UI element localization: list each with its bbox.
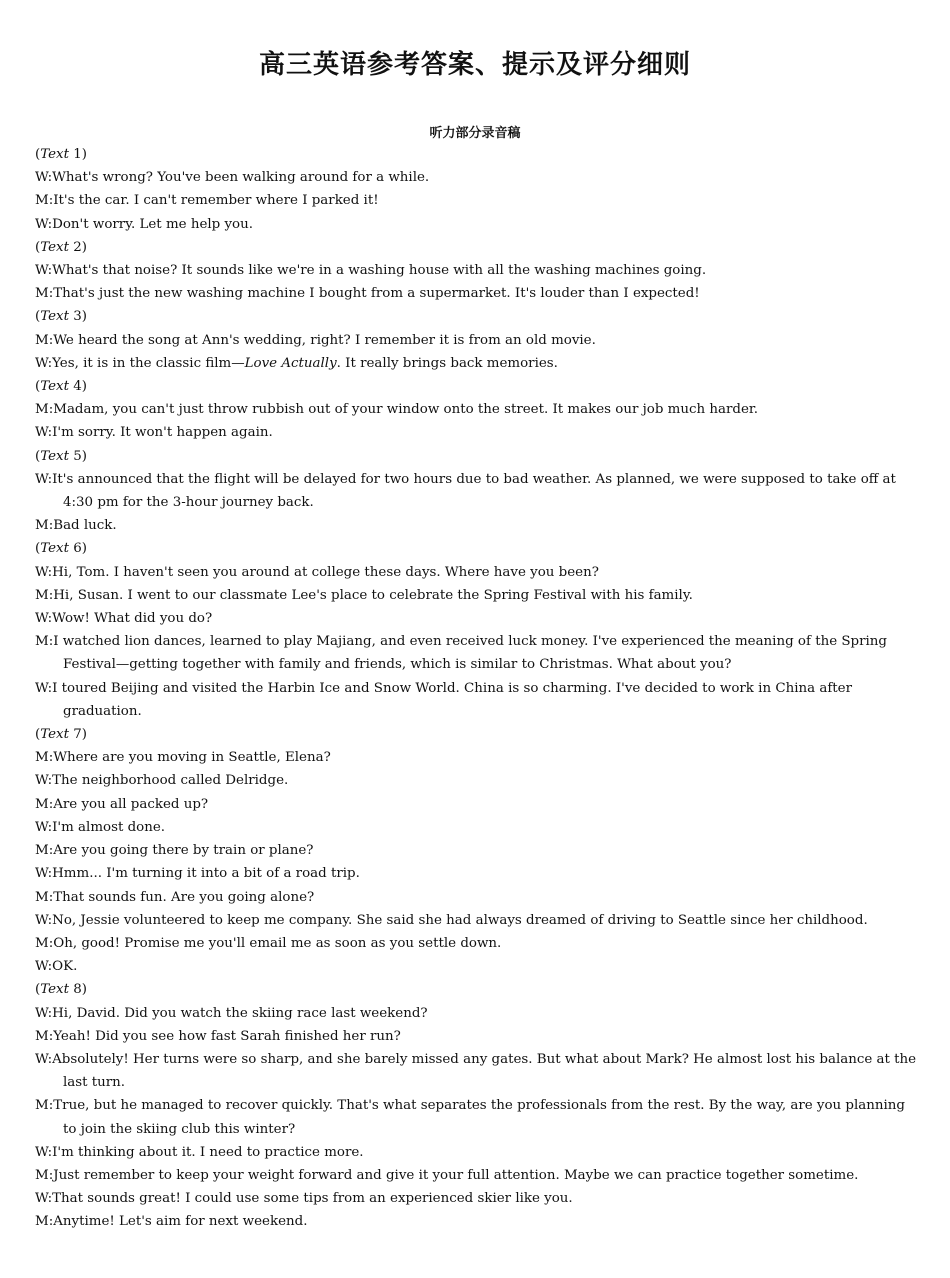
speaker-label: W <box>35 912 48 928</box>
text-label-number: 1 <box>68 147 82 162</box>
line-text: Madam, you can't just throw rubbish out of your window onto the street. It makes our job much harder. <box>53 402 759 418</box>
line-text: No, Jessie volunteered to keep me company. She said she had always dreamed of driving to Seattle since her childhood. <box>52 912 868 928</box>
line-text: Hi, Tom. I haven't seen you around at college these days. Where have you been? <box>52 564 599 580</box>
text-label-number: 5 <box>68 448 82 464</box>
speaker-label: W <box>35 1191 48 1207</box>
speaker-label: M <box>35 286 49 302</box>
dialogue-line: M:I watched lion dances, learned to play Majiang, and even received luck money. I've experienced the meaning of the Spring Festival—getting together with family and friends, which is similar to Christmas. What about you? <box>35 634 888 673</box>
text-label-number: 2 <box>68 239 82 255</box>
speaker-label: W <box>35 1144 48 1160</box>
line-text: Are you going there by train or plane? <box>53 843 314 859</box>
text-label-word: Text <box>40 379 69 395</box>
speaker-label: M <box>35 889 49 905</box>
line-text: Hi, Susan. I went to our classmate Lee's place to celebrate the Spring Festival with his family. <box>53 587 693 603</box>
dialogue-line: M:Where are you moving in Seattle, Elena? <box>35 750 331 766</box>
dialogue-line: W:Yes, it is in the classic film—Love Actually. It really brings back memories. <box>35 355 558 371</box>
dialogue-line: W:Don't worry. Let me help you. <box>35 216 253 232</box>
line-text: Anytime! Let's aim for next weekend. <box>53 1214 308 1230</box>
speaker-label: W <box>35 611 48 627</box>
dialogue-line: M:Are you going there by train or plane? <box>35 843 314 859</box>
text-label-word: Text <box>40 982 69 998</box>
line-text: What's that noise? It sounds like we're in a washing house with all the washing machines going. <box>52 263 707 279</box>
line-text: I'm sorry. It won't happen again. <box>52 425 273 441</box>
line-text: Hmm... I'm turning it into a bit of a road trip. <box>52 866 360 882</box>
speaker-label: W <box>35 425 48 441</box>
speaker-label: W <box>35 1051 48 1067</box>
text-section-label: (Text 8) <box>35 982 87 998</box>
text-label-word: Text <box>40 541 69 557</box>
dialogue-line: W:I toured Beijing and visited the Harbin Ice and Snow World. China is so charming. I've decided to work in China after graduation. <box>35 680 853 719</box>
movie-title: Love Actually <box>244 355 337 371</box>
speaker-label: W <box>35 866 48 882</box>
line-text: It's announced that the flight will be delayed for two hours due to bad weather. As planned, we were supposed to take off at 4:30 pm for the 3-hour journey back. <box>52 471 896 511</box>
dialogue-line: W:The neighborhood called Delridge. <box>35 773 289 789</box>
line-text: Don't worry. Let me help you. <box>52 216 253 232</box>
line-text: Are you all packed up? <box>53 796 209 812</box>
dialogue-line: M:Madam, you can't just throw rubbish out of your window onto the street. It makes our job much harder. <box>35 402 759 418</box>
dialogue-line: W:No, Jessie volunteered to keep me company. She said she had always dreamed of driving to Seattle since her childhood. <box>35 912 868 928</box>
text-section-label: (Text 4) <box>35 379 87 395</box>
line-text: . It really brings back memories. <box>336 355 558 371</box>
speaker-label: W <box>35 355 48 371</box>
line-text: We heard the song at Ann's wedding, right? I remember it is from an old movie. <box>53 332 596 348</box>
line-text: Bad luck. <box>53 518 117 534</box>
dialogue-line: W:I'm almost done. <box>35 819 166 835</box>
line-text: Absolutely! Her turns were so sharp, and she barely missed any gates. But what about Mark? He almost lost his balance at the last turn. <box>52 1051 917 1091</box>
speaker-label: M <box>35 796 49 812</box>
speaker-label: W <box>35 263 48 279</box>
speaker-label: W <box>35 959 48 975</box>
speaker-label: M <box>35 750 49 766</box>
dialogue-line: M:It's the car. I can't remember where I parked it! <box>35 193 379 209</box>
line-text: It's the car. I can't remember where I parked it! <box>53 193 379 209</box>
dialogue-line: M:Oh, good! Promise me you'll email me as soon as you settle down. <box>35 935 502 951</box>
text-label-word: Text <box>40 147 69 162</box>
line-text: I'm thinking about it. I need to practice more. <box>52 1144 364 1160</box>
page-title: 高三英语参考答案、提示及评分细则 <box>258 50 691 80</box>
text-label-number: 6 <box>68 541 82 557</box>
section-title: 听力部分录音稿 <box>429 126 521 141</box>
line-text: The neighborhood called Delridge. <box>52 773 289 789</box>
speaker-label: W <box>35 564 48 580</box>
dialogue-line: M:That sounds fun. Are you going alone? <box>35 889 315 905</box>
dialogue-line: W:It's announced that the flight will be delayed for two hours due to bad weather. As planned, we were supposed to take off at 4:30 pm for the 3-hour journey back. <box>35 471 896 511</box>
speaker-label: M <box>35 193 49 209</box>
line-text: Yes, it is in the classic film— <box>52 355 245 371</box>
speaker-label: W <box>35 773 48 789</box>
text-label-word: Text <box>40 727 69 743</box>
dialogue-line: W:What's wrong? You've been walking around for a while. <box>35 170 430 186</box>
speaker-label: M <box>35 587 49 603</box>
speaker-label: M <box>35 843 49 859</box>
speaker-label: W <box>35 1005 48 1021</box>
line-text: That's just the new washing machine I bought from a supermarket. It's louder than I expected! <box>53 286 700 302</box>
speaker-label: W <box>35 819 48 835</box>
dialogue-line: W:I'm thinking about it. I need to practice more. <box>35 1144 364 1160</box>
line-text: OK. <box>52 959 78 975</box>
line-text: That sounds fun. Are you going alone? <box>53 889 315 905</box>
line-text: What's wrong? You've been walking around for a while. <box>52 170 430 186</box>
speaker-label: M <box>35 402 49 418</box>
text-section-label: (Text 6) <box>35 541 87 557</box>
speaker-label: M <box>35 1098 49 1114</box>
speaker-label: M <box>35 935 49 951</box>
text-label-number: 3 <box>68 309 82 325</box>
speaker-label: M <box>35 1167 49 1183</box>
text-section-label: (Text 7) <box>35 727 87 743</box>
line-text: That sounds great! I could use some tips from an experienced skier like you. <box>52 1191 573 1207</box>
text-label-number: 8 <box>68 982 82 998</box>
speaker-label: W <box>35 170 48 186</box>
speaker-label: M <box>35 332 49 348</box>
dialogue-line: M:That's just the new washing machine I bought from a supermarket. It's louder than I expected! <box>35 286 700 302</box>
text-label-word: Text <box>40 448 69 464</box>
text-label-word: Text <box>40 309 69 325</box>
line-text: I watched lion dances, learned to play Majiang, and even received luck money. I've experienced the meaning of the Spring Festival—getting together with family and friends, which is similar to Christmas. What about you? <box>53 634 888 673</box>
speaker-label: W <box>35 471 48 487</box>
dialogue-line: W:Absolutely! Her turns were so sharp, and she barely missed any gates. But what about Mark? He almost lost his balance at the last turn. <box>35 1051 917 1091</box>
speaker-label: W <box>35 680 48 696</box>
text-section-label: (Text 2) <box>35 239 87 255</box>
dialogue-line: M:Just remember to keep your weight forward and give it your full attention. Maybe we can practice together sometime. <box>35 1167 859 1183</box>
dialogue-line: W:Hi, David. Did you watch the skiing race last weekend? <box>35 1005 428 1021</box>
dialogue-line: M:Bad luck. <box>35 518 117 534</box>
line-text: Oh, good! Promise me you'll email me as soon as you settle down. <box>53 935 502 951</box>
text-section-label: (Text 3) <box>35 309 87 325</box>
dialogue-line: W:What's that noise? It sounds like we're in a washing house with all the washing machines going. <box>35 263 707 279</box>
line-text: Wow! What did you do? <box>52 611 213 627</box>
text-section-label: (Text 5) <box>35 448 87 464</box>
dialogue-line: M:We heard the song at Ann's wedding, right? I remember it is from an old movie. <box>35 332 596 348</box>
line-text: True, but he managed to recover quickly. That's what separates the professionals from the rest. By the way, are you planning to join the skiing club this winter? <box>53 1098 905 1137</box>
dialogue-line: M:Anytime! Let's aim for next weekend. <box>35 1214 308 1230</box>
line-text: Just remember to keep your weight forward and give it your full attention. Maybe we can practice together sometime. <box>53 1167 859 1183</box>
speaker-label: M <box>35 1028 49 1044</box>
dialogue-line: M:True, but he managed to recover quickly. That's what separates the professionals from the rest. By the way, are you planning to join the skiing club this winter? <box>35 1098 905 1137</box>
dialogue-line: W:I'm sorry. It won't happen again. <box>35 425 273 441</box>
text-section-label: (Text 1) <box>35 147 87 162</box>
line-text: I toured Beijing and visited the Harbin Ice and Snow World. China is so charming. I've decided to work in China after graduation. <box>52 680 853 719</box>
text-label-word: Text <box>40 239 69 255</box>
speaker-label: W <box>35 216 48 232</box>
speaker-label: M <box>35 1214 49 1230</box>
speaker-label: M <box>35 518 49 534</box>
dialogue-line: W:Hi, Tom. I haven't seen you around at college these days. Where have you been? <box>35 564 599 580</box>
line-text: Where are you moving in Seattle, Elena? <box>53 750 331 766</box>
speaker-label: M <box>35 634 49 650</box>
dialogue-line: W:That sounds great! I could use some tips from an experienced skier like you. <box>35 1191 573 1207</box>
dialogue-line: W:OK. <box>35 959 78 975</box>
dialogue-line: W:Hmm... I'm turning it into a bit of a road trip. <box>35 866 360 882</box>
line-text: Yeah! Did you see how fast Sarah finished her run? <box>53 1028 401 1044</box>
dialogue-line: M:Are you all packed up? <box>35 796 209 812</box>
text-label-number: 7 <box>68 727 82 743</box>
dialogue-line: W:Wow! What did you do? <box>35 611 213 627</box>
line-text: I'm almost done. <box>52 819 166 835</box>
dialogue-line: M:Hi, Susan. I went to our classmate Lee's place to celebrate the Spring Festival with his family. <box>35 587 693 603</box>
dialogue-line: M:Yeah! Did you see how fast Sarah finished her run? <box>35 1028 401 1044</box>
line-text: Hi, David. Did you watch the skiing race last weekend? <box>52 1005 428 1021</box>
transcript-body <box>35 143 917 1234</box>
text-label-number: 4 <box>68 379 82 395</box>
